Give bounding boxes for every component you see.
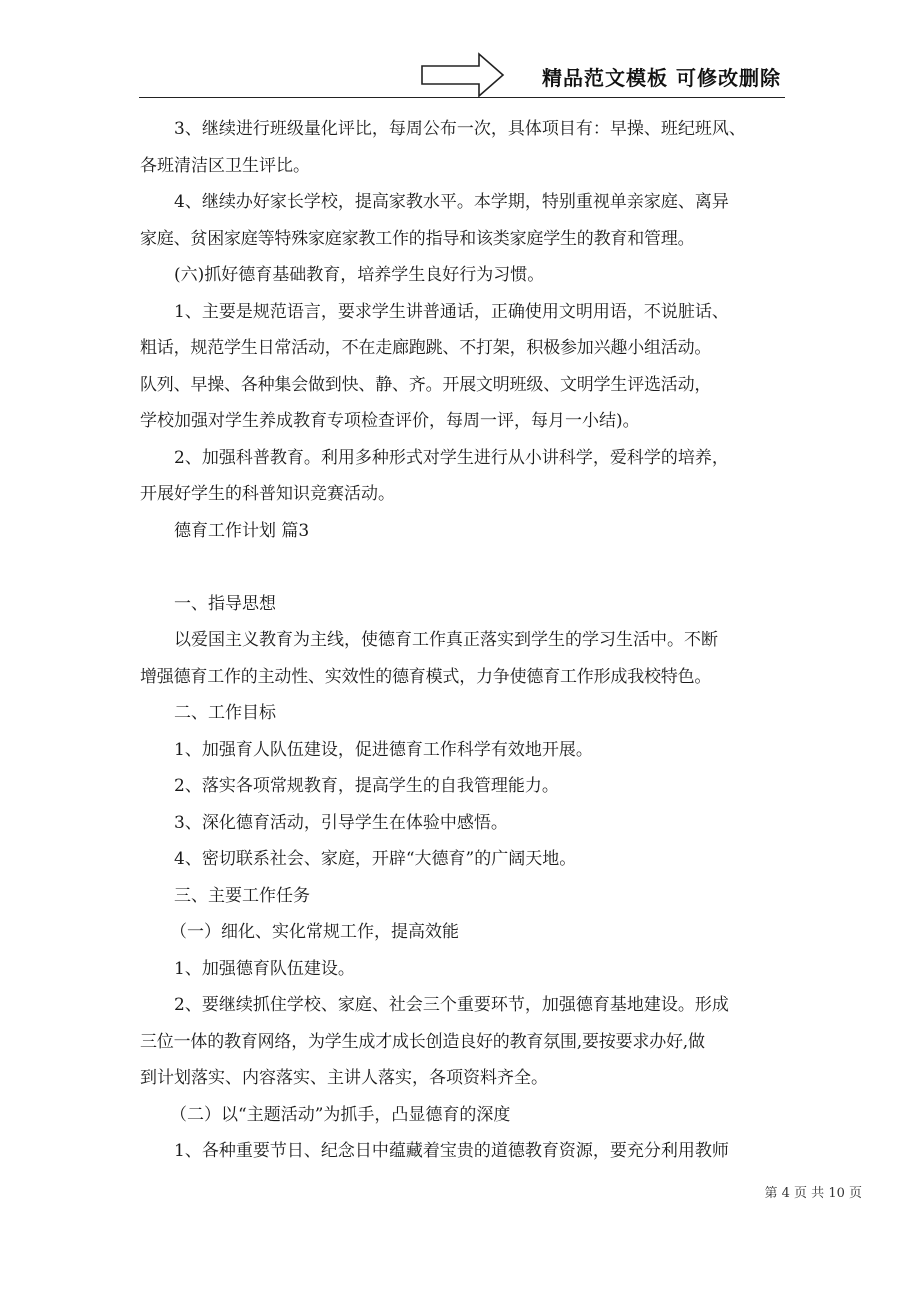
subsection-heading: （一）细化、实化常规工作，提高效能 <box>170 922 459 942</box>
header-title: 精品范文模板 可修改删除 <box>542 66 781 90</box>
paragraph-line: 3、继续进行班级量化评比，每周公布一次，具体项目有：早操、班纪班风、 <box>174 119 746 139</box>
paragraph-line: 队列、早操、各种集会做到快、静、齐。开展文明班级、文明学生评选活动， <box>140 374 712 395</box>
section-heading: 三、主要工作任务 <box>174 885 310 906</box>
blank-line <box>140 549 785 586</box>
list-item: 1、加强育人队伍建设，促进德育工作科学有效地开展。 <box>174 739 593 760</box>
paragraph-line: 学校加强对学生养成教育专项检查评价，每周一评，每月一小结)。 <box>140 411 640 431</box>
page-number: 第 4 页 共 10 页 <box>764 1186 862 1201</box>
paragraph-line: 到计划落实、内容落实、主讲人落实，各项资料齐全。 <box>140 1068 548 1088</box>
section-heading: 一、指导思想 <box>174 593 276 614</box>
paragraph-line: 2、加强科普教育。利用多种形式对学生进行从小讲科学，爱科学的培养， <box>174 447 729 468</box>
section-heading: (六)抓好德育基础教育，培养学生良好行为习惯。 <box>174 265 545 285</box>
paragraph-line: 粗话，规范学生日常活动，不在走廊跑跳、不打架，积极参加兴趣小组活动。 <box>140 338 712 358</box>
list-item: 1、加强德育队伍建设。 <box>174 958 355 979</box>
paragraph-line: 增强德育工作的主动性、实效性的德育模式，力争使德育工作形成我校特色。 <box>140 666 712 687</box>
list-item: 3、深化德育活动，引导学生在体验中感悟。 <box>174 812 508 833</box>
paragraph-line: 以爱国主义教育为主线，使德育工作真正落实到学生的学习生活中。不断 <box>174 630 718 650</box>
section-heading: 二、工作目标 <box>174 703 276 723</box>
list-item: 4、密切联系社会、家庭，开辟“大德育”的广阔天地。 <box>174 849 577 869</box>
list-item: 2、落实各项常规教育，提高学生的自我管理能力。 <box>174 776 559 796</box>
page-header <box>139 50 785 98</box>
paragraph-line: 家庭、贫困家庭等特殊家庭家教工作的指导和该类家庭学生的教育和管理。 <box>140 228 695 249</box>
paragraph-line: 三位一体的教育网络，为学生成才成长创造良好的教育氛围,要按要求办好,做 <box>140 1031 705 1052</box>
subsection-heading: （二）以“主题活动”为抓手，凸显德育的深度 <box>170 1104 511 1125</box>
paragraph-line: 开展好学生的科普知识竞赛活动。 <box>140 484 395 504</box>
paragraph-line: 1、各种重要节日、纪念日中蕴藏着宝贵的道德教育资源，要充分利用教师 <box>174 1141 729 1161</box>
chapter-title: 德育工作计划 篇3 <box>174 520 310 541</box>
header-rule <box>139 97 785 98</box>
document-body <box>140 111 785 1170</box>
paragraph-line: 各班清洁区卫生评比。 <box>140 155 310 176</box>
right-arrow-icon <box>421 52 505 98</box>
paragraph-line: 4、继续办好家长学校，提高家教水平。本学期，特别重视单亲家庭、离异 <box>174 192 729 212</box>
paragraph-line: 2、要继续抓住学校、家庭、社会三个重要环节，加强德育基地建设。形成 <box>174 995 729 1015</box>
paragraph-line: 1、主要是规范语言，要求学生讲普通话，正确使用文明用语，不说脏话、 <box>174 301 729 322</box>
